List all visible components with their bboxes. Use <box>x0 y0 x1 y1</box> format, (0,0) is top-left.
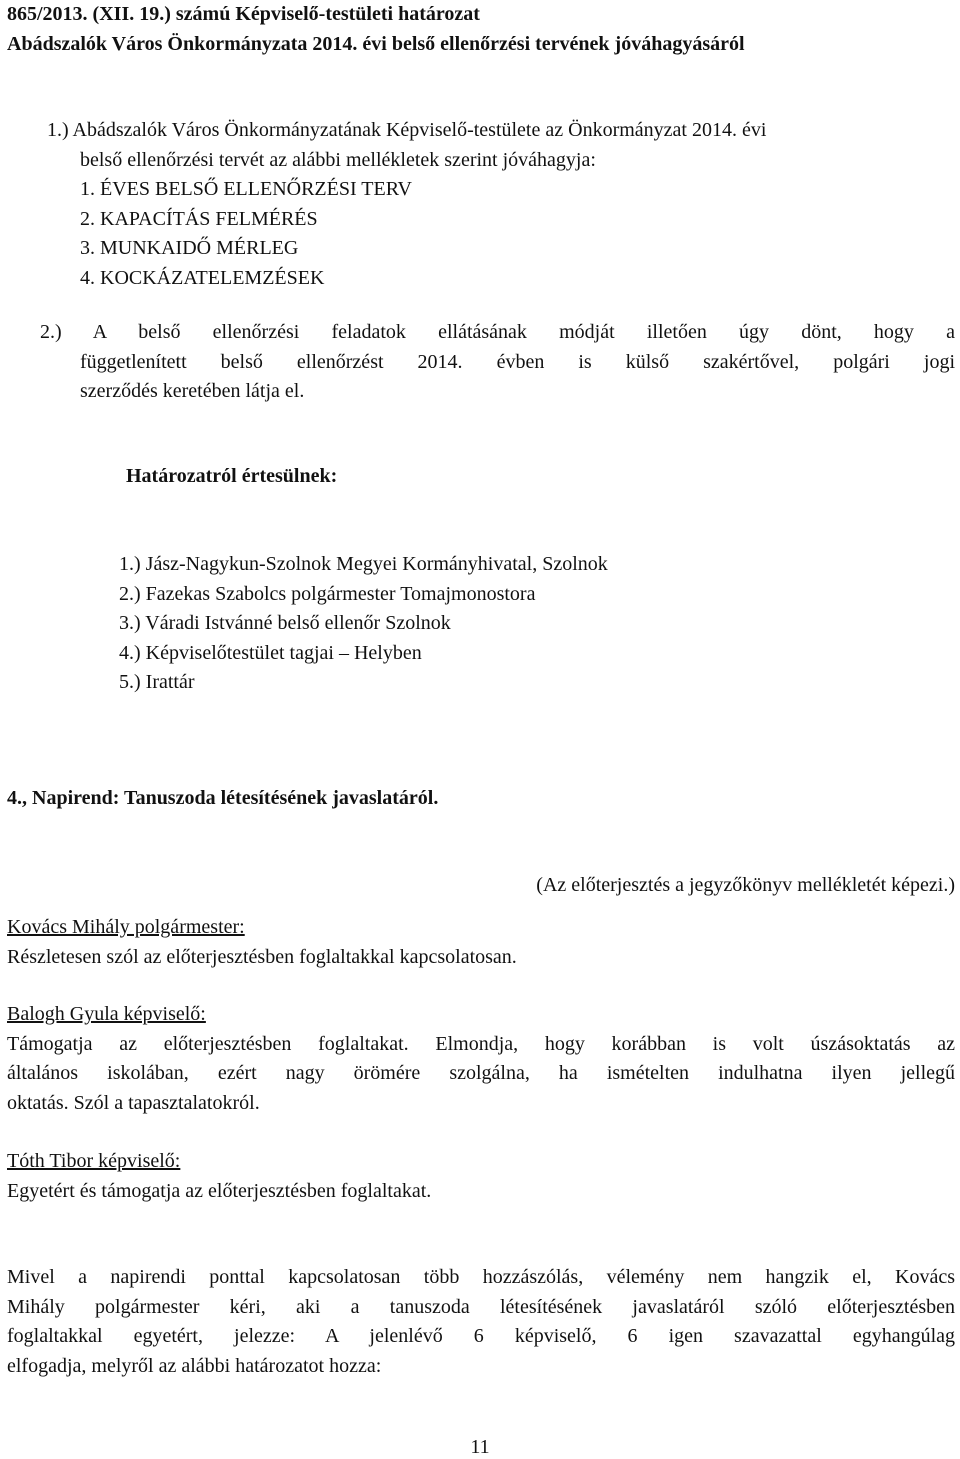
notify-item: 5.) Irattár <box>119 671 195 693</box>
agenda-note: (Az előterjesztés a jegyzőkönyv mellékletét képezi.) <box>536 874 955 896</box>
speaker-text: általános iskolában, ezért nagy örömére szolgálna, ha ismételten indulhatna ilyen jellegű <box>7 1062 955 1084</box>
speaker-block-1 <box>7 913 955 972</box>
point2-line: függetlenített belső ellenőrzést 2014. évben is külső szakértővel, polgári jogi <box>80 350 955 373</box>
speaker-name: Kovács Mihály polgármester: <box>7 916 245 938</box>
closing-line: foglaltakkal egyetért, jelezze: A jelenlévő 6 képviselő, 6 igen szavazattal egyhangúlag <box>7 1325 955 1347</box>
notify-item: 2.) Fazekas Szabolcs polgármester Tomajmonostora <box>119 582 536 605</box>
speaker-text: Részletesen szól az előterjesztésben foglaltakkal kapcsolatosan. <box>7 945 517 968</box>
notify-item: 3.) Váradi Istvánné belső ellenőr Szolnok <box>119 612 451 634</box>
speaker-block-2 <box>7 1000 955 1118</box>
speaker-text: Egyetért és támogatja az előterjesztésben foglaltakat. <box>7 1179 432 1202</box>
resolution-subject: Abádszalók Város Önkormányzata 2014. évi belső ellenőrzési tervének jóváhagyásáról <box>7 32 745 55</box>
point2-line: szerződés keretében látja el. <box>80 380 305 402</box>
notify-list <box>119 550 955 698</box>
resolution-point-2 <box>40 318 955 407</box>
point1-line: belső ellenőrzési tervét az alábbi mellékletek szerint jóváhagyja: <box>80 148 596 171</box>
document-header <box>7 0 955 59</box>
attachment-item: 2. KAPACÍTÁS FELMÉRÉS <box>80 207 318 230</box>
point1-line: 1.) Abádszalók Város Önkormányzatának Képviselő-testülete az Önkormányzat 2014. évi <box>47 119 767 141</box>
point2-line: 2.) A belső ellenőrzési feladatok ellátásának módját illetően úgy dönt, hogy a <box>40 321 955 343</box>
notify-heading: Határozatról értesülnek: <box>126 465 338 487</box>
closing-line: Mivel a napirendi ponttal kapcsolatosan több hozzászólás, vélemény nem hangzik el, Kovács <box>7 1266 955 1288</box>
notify-item: 1.) Jász-Nagykun-Szolnok Megyei Kormányhivatal, Szolnok <box>119 553 608 575</box>
closing-line: Mihály polgármester kéri, aki a tanuszoda létesítésének javaslatáról szóló előterjesztésben <box>7 1295 955 1318</box>
speaker-name: Tóth Tibor képviselő: <box>7 1150 181 1172</box>
agenda-title: 4., Napirend: Tanuszoda létesítésének javaslatáról. <box>7 787 439 809</box>
resolution-number: 865/2013. (XII. 19.) számú Képviselő-testületi határozat <box>7 3 480 25</box>
speaker-name: Balogh Gyula képviselő: <box>7 1003 206 1025</box>
speaker-text: oktatás. Szól a tapasztalatokról. <box>7 1091 260 1114</box>
attachment-item: 4. KOCKÁZATELEMZÉSEK <box>80 266 325 289</box>
notify-item: 4.) Képviselőtestület tagjai – Helyben <box>119 641 422 664</box>
attachment-item: 3. MUNKAIDŐ MÉRLEG <box>80 237 299 259</box>
speaker-block-3 <box>7 1147 955 1206</box>
closing-line: elfogadja, melyről az alábbi határozatot hozza: <box>7 1354 382 1377</box>
closing-paragraph <box>7 1263 955 1381</box>
attachment-item: 1. ÉVES BELSŐ ELLENŐRZÉSI TERV <box>80 178 412 200</box>
speaker-text: Támogatja az előterjesztésben foglaltakat. Elmondja, hogy korábban is volt úszásoktatás az <box>7 1032 955 1055</box>
page-number: 11 <box>470 1436 490 1458</box>
resolution-point-1 <box>7 116 955 293</box>
